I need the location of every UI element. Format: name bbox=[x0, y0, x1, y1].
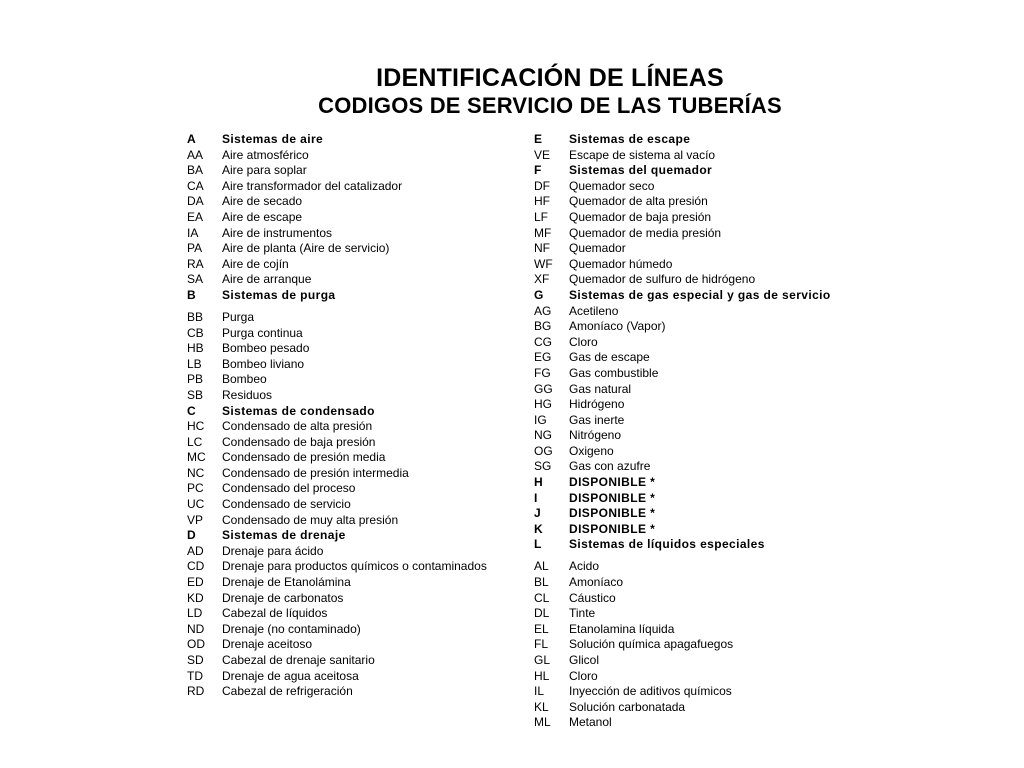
service-description: DISPONIBLE * bbox=[569, 506, 656, 521]
service-description: Amoníaco bbox=[569, 575, 624, 590]
service-code: D bbox=[187, 528, 197, 543]
service-description: Hidrógeno bbox=[569, 397, 625, 412]
service-code: CA bbox=[187, 178, 204, 193]
page-subtitle: CODIGOS DE SERVICIO DE LAS TUBERÍAS bbox=[318, 93, 782, 118]
service-code: ED bbox=[187, 575, 204, 590]
service-code: LF bbox=[534, 209, 549, 224]
service-description: Solución carbonatada bbox=[569, 699, 686, 714]
service-code: AL bbox=[534, 559, 549, 574]
service-code: B bbox=[187, 287, 197, 302]
service-description: Condensado de presión media bbox=[222, 450, 386, 465]
code-row bbox=[534, 591, 864, 607]
section-header-row bbox=[534, 537, 864, 559]
code-row bbox=[534, 226, 864, 242]
service-code: AA bbox=[187, 147, 204, 162]
code-row bbox=[187, 435, 517, 451]
service-code: VE bbox=[534, 147, 551, 162]
service-description: Condensado del proceso bbox=[222, 481, 356, 496]
service-code: DA bbox=[187, 194, 204, 209]
code-row bbox=[187, 241, 517, 257]
code-row bbox=[187, 497, 517, 513]
code-row bbox=[187, 653, 517, 669]
service-description: Drenaje aceitoso bbox=[222, 637, 313, 652]
section-header-row bbox=[534, 522, 864, 538]
service-description: Cabezal de refrigeración bbox=[222, 684, 353, 699]
code-row bbox=[534, 444, 864, 460]
service-code: IL bbox=[534, 684, 545, 699]
code-row bbox=[187, 591, 517, 607]
service-description: Cabezal de drenaje sanitario bbox=[222, 653, 375, 667]
service-description: Sistemas de gas especial y gas de servicio bbox=[569, 287, 831, 302]
service-code: LC bbox=[187, 434, 203, 449]
service-description: Cloro bbox=[569, 334, 598, 349]
service-description: Metanol bbox=[569, 715, 612, 730]
service-code: DL bbox=[534, 606, 550, 621]
code-row bbox=[187, 163, 517, 179]
code-row bbox=[534, 622, 864, 638]
code-row bbox=[534, 606, 864, 622]
service-code: CG bbox=[534, 334, 552, 349]
service-code: BB bbox=[187, 309, 204, 324]
service-description: Glicol bbox=[569, 653, 600, 667]
service-description: DISPONIBLE * bbox=[569, 475, 656, 490]
service-code: L bbox=[534, 537, 542, 552]
service-code: BL bbox=[534, 575, 549, 590]
service-description: Aire de secado bbox=[222, 194, 303, 209]
right-code-column bbox=[534, 132, 864, 731]
service-code: AG bbox=[534, 303, 552, 318]
service-description: Sistemas de drenaje bbox=[222, 528, 346, 543]
service-code: PA bbox=[187, 241, 203, 256]
code-row bbox=[187, 481, 517, 497]
service-description: Bombeo bbox=[222, 372, 267, 387]
service-description: DISPONIBLE * bbox=[569, 521, 656, 536]
section-header-row bbox=[187, 528, 517, 544]
code-row bbox=[534, 335, 864, 351]
code-row bbox=[534, 559, 864, 575]
code-row bbox=[534, 459, 864, 475]
service-code: PC bbox=[187, 481, 204, 496]
section-header-row bbox=[534, 491, 864, 507]
service-description: Tinte bbox=[569, 606, 596, 621]
service-description: Cáustico bbox=[569, 590, 616, 605]
code-row bbox=[534, 272, 864, 288]
service-code: ND bbox=[187, 621, 205, 636]
code-row bbox=[187, 544, 517, 560]
service-code: LD bbox=[187, 606, 203, 621]
service-code: OD bbox=[187, 637, 205, 652]
service-code: A bbox=[187, 132, 197, 146]
code-row bbox=[534, 575, 864, 591]
service-description: Cloro bbox=[569, 668, 598, 683]
service-description: Quemador de alta presión bbox=[569, 194, 708, 209]
service-code: H bbox=[534, 475, 544, 490]
section-header-row bbox=[534, 475, 864, 491]
service-code: EA bbox=[187, 209, 204, 224]
service-description: Aire de arranque bbox=[222, 272, 312, 287]
service-description: Sistemas del quemador bbox=[569, 163, 713, 178]
code-row bbox=[187, 669, 517, 685]
service-code: SA bbox=[187, 272, 204, 287]
code-row bbox=[534, 700, 864, 716]
service-code: TD bbox=[187, 668, 203, 683]
code-row bbox=[187, 194, 517, 210]
service-description: Drenaje para productos químicos o contaminados bbox=[222, 559, 487, 574]
code-row bbox=[187, 559, 517, 575]
service-code: HB bbox=[187, 341, 204, 356]
code-row bbox=[187, 272, 517, 288]
code-row bbox=[187, 450, 517, 466]
code-row bbox=[534, 382, 864, 398]
service-code: SB bbox=[187, 387, 204, 402]
service-description: Aire de planta (Aire de servicio) bbox=[222, 241, 390, 256]
code-row bbox=[187, 257, 517, 273]
service-description: Quemador húmedo bbox=[569, 256, 673, 271]
code-row bbox=[534, 257, 864, 273]
service-description: Nitrógeno bbox=[569, 428, 622, 443]
service-description: Drenaje de agua aceitosa bbox=[222, 668, 359, 683]
service-description: Sistemas de purga bbox=[222, 287, 336, 302]
service-code: NF bbox=[534, 241, 550, 256]
section-header-row bbox=[187, 288, 517, 310]
code-row bbox=[187, 388, 517, 404]
service-description: Acetileno bbox=[569, 303, 619, 318]
service-code: LB bbox=[187, 356, 202, 371]
code-row bbox=[187, 148, 517, 164]
section-header-row bbox=[187, 404, 517, 420]
code-row bbox=[534, 366, 864, 382]
code-row bbox=[187, 622, 517, 638]
section-header-row bbox=[534, 163, 864, 179]
code-row bbox=[187, 226, 517, 242]
code-row bbox=[187, 326, 517, 342]
code-row bbox=[534, 194, 864, 210]
code-row bbox=[534, 637, 864, 653]
service-description: Amoníaco (Vapor) bbox=[569, 319, 666, 334]
service-code: I bbox=[534, 490, 538, 505]
code-row bbox=[534, 304, 864, 320]
section-header-row bbox=[187, 132, 517, 148]
service-description: Drenaje para ácido bbox=[222, 543, 324, 558]
service-code: HC bbox=[187, 419, 205, 434]
service-code: FL bbox=[534, 637, 549, 652]
service-code: CL bbox=[534, 590, 550, 605]
code-row bbox=[187, 310, 517, 326]
service-code: IA bbox=[187, 225, 199, 240]
service-code: GL bbox=[534, 653, 551, 667]
service-code: NC bbox=[187, 465, 205, 480]
service-description: Aire de cojín bbox=[222, 256, 289, 271]
service-description: Gas combustible bbox=[569, 365, 659, 380]
service-description: Gas inerte bbox=[569, 412, 625, 427]
service-description: Aire transformador del catalizador bbox=[222, 178, 403, 193]
service-description: Quemador bbox=[569, 241, 626, 256]
service-description: Gas con azufre bbox=[569, 459, 651, 474]
service-description: Condensado de servicio bbox=[222, 497, 351, 512]
service-code: E bbox=[534, 132, 543, 146]
service-description: Condensado de alta presión bbox=[222, 419, 373, 434]
code-row bbox=[187, 575, 517, 591]
service-description: Quemador de media presión bbox=[569, 225, 722, 240]
service-description: Acido bbox=[569, 559, 600, 574]
service-code: UC bbox=[187, 497, 205, 512]
service-description: Cabezal de líquidos bbox=[222, 606, 328, 621]
left-code-column bbox=[187, 132, 517, 700]
service-description: Etanolamina líquida bbox=[569, 621, 675, 636]
section-header-row bbox=[534, 288, 864, 304]
service-code: PB bbox=[187, 372, 204, 387]
service-code: MC bbox=[187, 450, 206, 465]
service-code: HF bbox=[534, 194, 550, 209]
code-row bbox=[187, 637, 517, 653]
service-description: Aire de escape bbox=[222, 209, 303, 224]
service-code: BG bbox=[534, 319, 552, 334]
code-row bbox=[534, 715, 864, 731]
code-row bbox=[187, 513, 517, 529]
code-row bbox=[187, 684, 517, 700]
service-description: Oxigeno bbox=[569, 443, 614, 458]
service-code: SG bbox=[534, 459, 552, 474]
service-description: DISPONIBLE * bbox=[569, 490, 656, 505]
service-description: Quemador seco bbox=[569, 178, 655, 193]
service-description: Inyección de aditivos químicos bbox=[569, 684, 732, 699]
code-row bbox=[534, 684, 864, 700]
service-code: J bbox=[534, 506, 542, 521]
code-row bbox=[534, 413, 864, 429]
service-description: Drenaje de carbonatos bbox=[222, 590, 344, 605]
code-row bbox=[534, 428, 864, 444]
service-code: FG bbox=[534, 365, 551, 380]
code-row bbox=[187, 357, 517, 373]
service-description: Sistemas de condensado bbox=[222, 403, 375, 418]
code-row bbox=[534, 241, 864, 257]
code-row bbox=[187, 466, 517, 482]
service-code: NG bbox=[534, 428, 552, 443]
service-description: Condensado de baja presión bbox=[222, 434, 376, 449]
service-description: Residuos bbox=[222, 387, 273, 402]
service-description: Aire para soplar bbox=[222, 163, 307, 178]
service-description: Purga bbox=[222, 309, 255, 324]
service-description: Solución química apagafuegos bbox=[569, 637, 734, 652]
service-description: Aire de instrumentos bbox=[222, 225, 333, 240]
service-description: Escape de sistema al vacío bbox=[569, 147, 716, 162]
page-title: IDENTIFICACIÓN DE LÍNEAS bbox=[376, 64, 724, 92]
service-code: RA bbox=[187, 256, 204, 271]
service-description: Drenaje de Etanolámina bbox=[222, 575, 351, 590]
service-code: AD bbox=[187, 543, 204, 558]
service-description: Gas de escape bbox=[569, 350, 650, 365]
code-row bbox=[534, 148, 864, 164]
service-description: Sistemas de aire bbox=[222, 132, 324, 146]
code-row bbox=[187, 341, 517, 357]
service-code: WF bbox=[534, 256, 553, 271]
code-row bbox=[187, 606, 517, 622]
service-code: C bbox=[187, 403, 197, 418]
code-row bbox=[534, 669, 864, 685]
code-row bbox=[187, 419, 517, 435]
service-code: KL bbox=[534, 699, 549, 714]
service-description: Quemador de baja presión bbox=[569, 209, 712, 224]
service-code: G bbox=[534, 287, 544, 302]
code-row bbox=[187, 372, 517, 388]
service-code: KD bbox=[187, 590, 204, 605]
service-description: Aire atmosférico bbox=[222, 147, 309, 162]
service-code: EL bbox=[534, 621, 549, 636]
service-code: BA bbox=[187, 163, 204, 178]
service-description: Quemador de sulfuro de hidrógeno bbox=[569, 272, 756, 287]
service-description: Condensado de presión intermedia bbox=[222, 465, 409, 480]
code-row bbox=[534, 350, 864, 366]
service-code: IG bbox=[534, 412, 547, 427]
service-description: Sistemas de escape bbox=[569, 132, 691, 146]
service-description: Bombeo liviano bbox=[222, 356, 305, 371]
service-code: EG bbox=[534, 350, 552, 365]
service-code: MF bbox=[534, 225, 552, 240]
code-row bbox=[187, 179, 517, 195]
code-row bbox=[534, 210, 864, 226]
code-row bbox=[534, 179, 864, 195]
service-description: Gas natural bbox=[569, 381, 632, 396]
service-code: HG bbox=[534, 397, 552, 412]
service-code: F bbox=[534, 163, 542, 178]
code-row bbox=[187, 210, 517, 226]
service-code: XF bbox=[534, 272, 550, 287]
service-description: Bombeo pesado bbox=[222, 341, 310, 356]
service-description: Condensado de muy alta presión bbox=[222, 512, 399, 527]
service-code: CB bbox=[187, 325, 204, 340]
code-row bbox=[534, 653, 864, 669]
service-code: VP bbox=[187, 512, 204, 527]
service-code: SD bbox=[187, 653, 204, 667]
service-code: OG bbox=[534, 443, 553, 458]
service-code: ML bbox=[534, 715, 551, 730]
service-code: GG bbox=[534, 381, 553, 396]
service-code: K bbox=[534, 521, 544, 536]
code-row bbox=[534, 319, 864, 335]
section-header-row bbox=[534, 506, 864, 522]
service-description: Purga continua bbox=[222, 325, 303, 340]
service-code: DF bbox=[534, 178, 550, 193]
service-code: RD bbox=[187, 684, 205, 699]
code-row bbox=[534, 397, 864, 413]
service-description: Drenaje (no contaminado) bbox=[222, 621, 361, 636]
service-code: HL bbox=[534, 668, 550, 683]
section-header-row bbox=[534, 132, 864, 148]
service-code: CD bbox=[187, 559, 205, 574]
service-description: Sistemas de líquidos especiales bbox=[569, 537, 765, 552]
